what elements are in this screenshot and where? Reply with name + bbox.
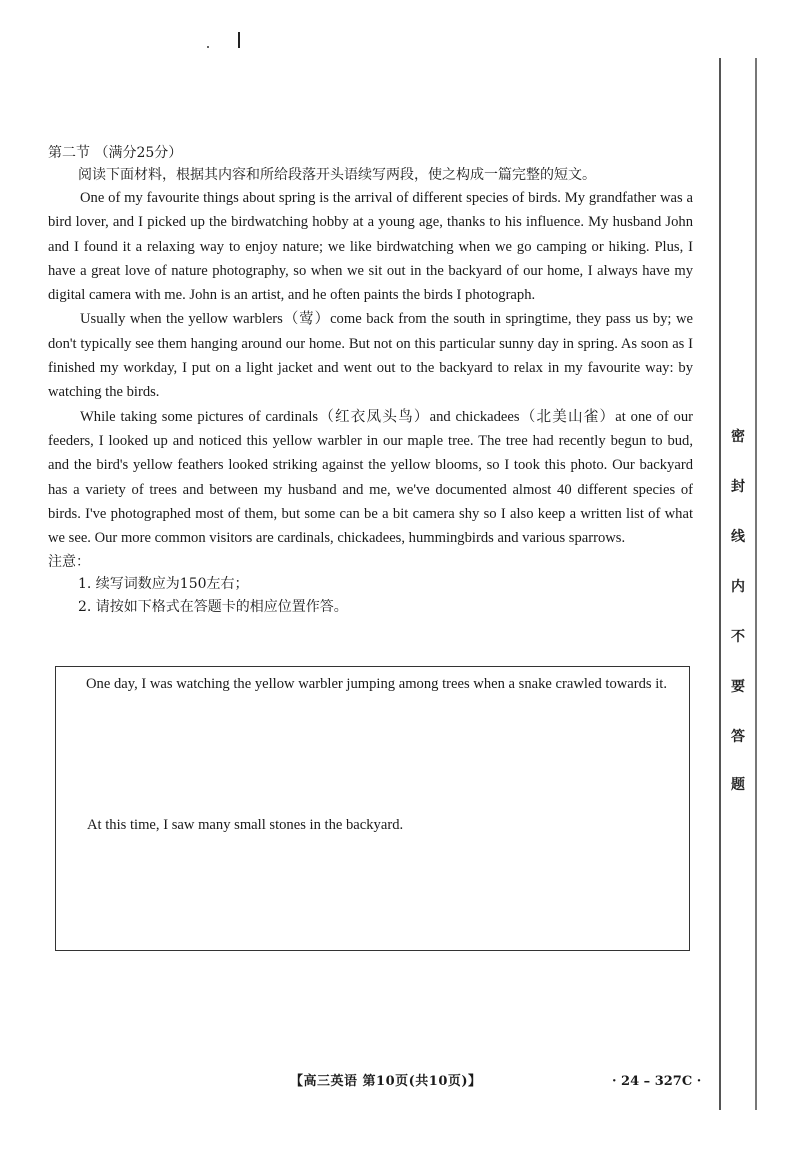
- paragraph-opening-2: At this time, I saw many small stones in the backyard.: [87, 817, 404, 833]
- seal-char-3: 线: [731, 529, 745, 545]
- question-content: [48, 142, 693, 619]
- passage-paragraph-1: One of my favourite things about spring is the arrival of different species of birds. My grandfather was a bird lover, and I picked up the birdwatching hobby at a young age, thanks to his influence. My husband John and I found it a relaxing way to enjoy nature; we like birdwatching when we go camping or hiking. Plus, I have a great love of nature photography, so when we sit out in the backyard of our home, I always have my digital camera with me. John is an artist, and he often paints the birds I photograph.: [48, 190, 693, 304]
- answer-box: [55, 666, 690, 951]
- paragraph-opening-1: One day, I was watching the yellow warbler jumping among trees when a snake crawled towards it.: [86, 676, 667, 692]
- scan-dot: [207, 46, 209, 48]
- seal-char-4: 内: [731, 579, 745, 595]
- page-footer-code: · 24 – 327C ·: [612, 1074, 702, 1089]
- passage-paragraph-2: Usually when the yellow warblers（莺）come back from the south in springtime, they pass us by; we don't typically see them hanging around our home. But not on this particular sunny day in spring. As soon as I finished my workday, I put on a light jacket and went out to the backyard to relax in my favourite way: by watching the birds.: [48, 311, 693, 401]
- notes-label: 注意：: [48, 554, 90, 571]
- seal-char-7: 答: [731, 729, 745, 745]
- note-item-1: 1. 续写词数应为150左右；: [78, 576, 249, 593]
- section-heading: 第二节 （满分25分）: [48, 145, 183, 161]
- seal-line-outer: [755, 58, 757, 1110]
- note-item-2: 2. 请按如下格式在答题卡的相应位置作答。: [78, 599, 348, 616]
- page-footer-label: 【高三英语 第10页(共10页)】: [290, 1074, 482, 1089]
- instruction-text: 阅读下面材料，根据其内容和所给段落开头语续写两段，使之构成一篇完整的短文。: [78, 167, 596, 183]
- seal-char-5: 不: [731, 629, 745, 645]
- scan-mark: [238, 32, 240, 48]
- seal-char-6: 要: [731, 679, 745, 695]
- seal-char-2: 封: [731, 479, 745, 495]
- seal-char-1: 密: [731, 429, 745, 445]
- seal-line-inner: [719, 58, 721, 1110]
- passage-paragraph-3: While taking some pictures of cardinals（红衣凤头鸟）and chickadees（北美山雀）at one of our feeders, I looked up and noticed this yellow warbler in our maple tree. The tree had recently begun to bud, and the bird's yellow feathers looked striking against the yellow blooms, so I took this photo. Our backyard has a variety of trees and between my husband and me, we've documented almost 40 different species of birds. I've photographed most of them, but some can be a bit camera shy so I also keep a written list of what we see. Our more common visitors are cardinals, chickadees, hummingbirds and various sparrows.: [48, 408, 693, 547]
- seal-char-8: 题: [731, 777, 745, 793]
